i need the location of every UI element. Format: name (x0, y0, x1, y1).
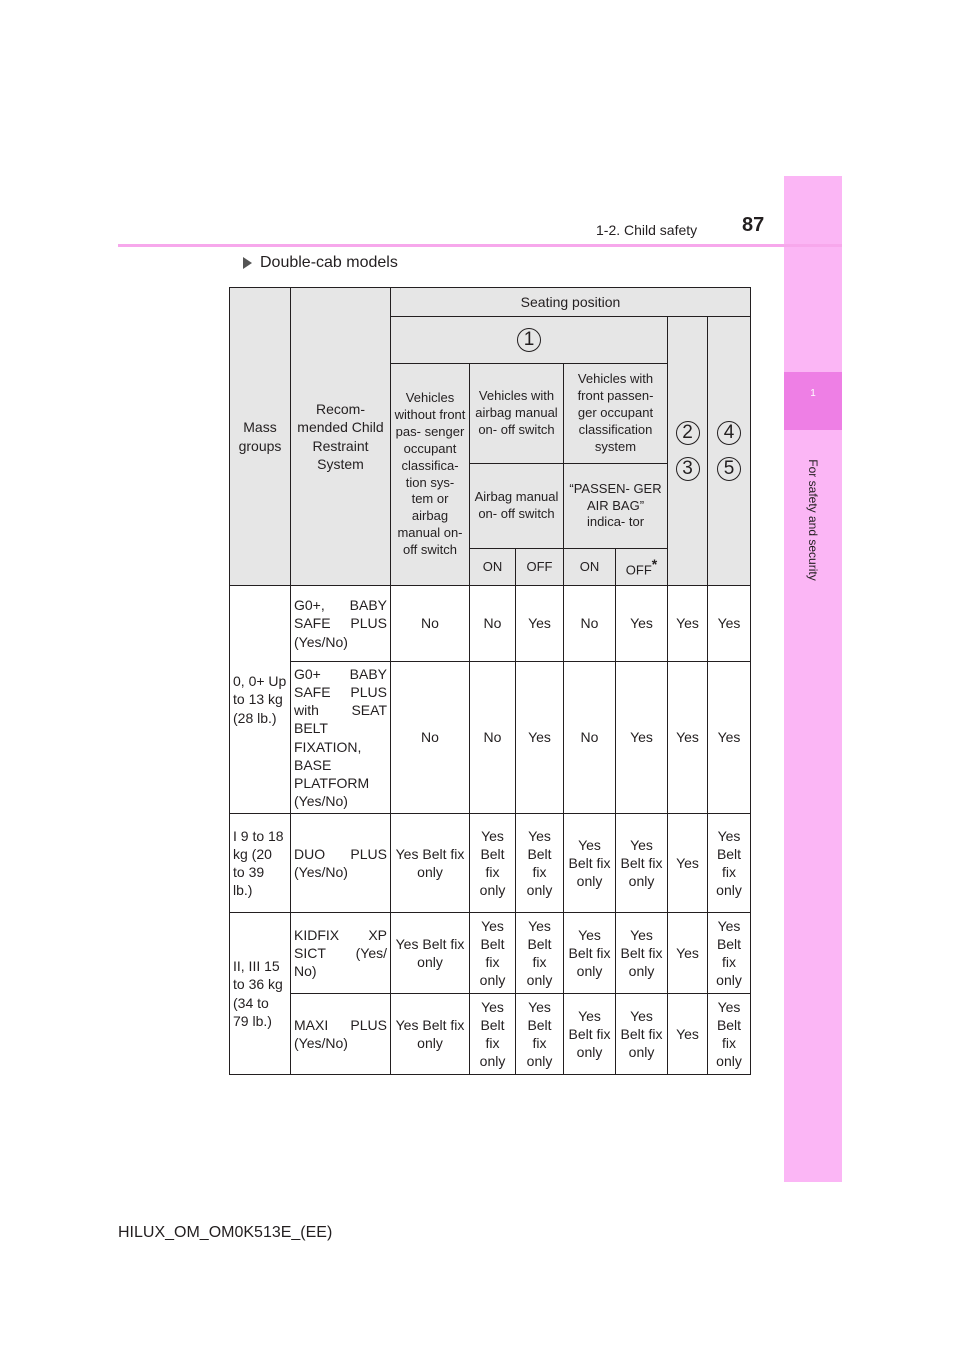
seat-4-marker: 4 (717, 421, 741, 445)
value-cell: No (391, 586, 470, 662)
state-off-asterisk (616, 549, 668, 586)
system-cell: G0+ BABY SAFE PLUS with SEAT BELT FIXATION, BASE PLATFORM (Yes/No) (291, 662, 391, 814)
state-off: OFF (516, 549, 564, 586)
value-cell: Yes Belt fix only (516, 994, 564, 1075)
value-cell: Yes (708, 586, 751, 662)
chapter-number: 1 (810, 388, 816, 399)
mass-group-cell: II, III 15 to 36 kg (34 to 79 lb.) (230, 913, 291, 1075)
value-cell: Yes Belt fix only (708, 994, 751, 1075)
value-cell: No (564, 662, 616, 814)
document-code: HILUX_OM_OM0K513E_(EE) (118, 1224, 333, 1241)
airbag-switch-header: Airbag manual on- off switch (470, 464, 564, 549)
front-without-system-header: Vehicles without front pas- senger occupant classifica- tion sys- tem or airbag manual on-off switch (391, 364, 470, 586)
value-cell: Yes (616, 586, 668, 662)
value-cell: Yes (668, 814, 708, 913)
system-cell: MAXI PLUS (Yes/No) (291, 994, 391, 1075)
table-row (230, 994, 751, 1075)
value-cell: Yes Belt fix only (616, 814, 668, 913)
col-header-mass: Mass groups (230, 288, 291, 586)
table-row (230, 586, 751, 662)
mass-group-cell: I 9 to 18 kg (20 to 39 lb.) (230, 814, 291, 913)
value-cell: Yes Belt fix only (708, 814, 751, 913)
value-cell: Yes Belt fix only (564, 913, 616, 994)
passenger-airbag-indicator-header: “PASSEN- GER AIR BAG” indica- tor (564, 464, 668, 549)
value-cell: No (470, 586, 516, 662)
triangle-bullet-icon (243, 257, 252, 269)
chapter-label: For safety and security (806, 459, 820, 581)
col-header-seating-position: Seating position (391, 288, 751, 317)
table-row (230, 662, 751, 814)
seat-2-marker: 2 (676, 421, 700, 445)
sub-heading (243, 254, 398, 272)
section-title: 1-2. Child safety (596, 222, 698, 238)
value-cell: Yes Belt fix only (564, 994, 616, 1075)
value-cell: Yes Belt fix only (470, 814, 516, 913)
value-cell: Yes (708, 662, 751, 814)
chapter-block (784, 372, 842, 430)
value-cell: Yes Belt fix only (391, 994, 470, 1075)
table-row (230, 814, 751, 913)
value-cell: Yes (668, 994, 708, 1075)
seat-3-marker: 3 (676, 457, 700, 481)
seat-4-5-header (708, 317, 751, 586)
col-header-system: Recom- mended Child Restraint System (291, 288, 391, 586)
value-cell: Yes (668, 586, 708, 662)
value-cell: Yes Belt fix only (470, 913, 516, 994)
value-cell: Yes Belt fix only (616, 994, 668, 1075)
value-cell: Yes (516, 662, 564, 814)
value-cell: Yes (668, 662, 708, 814)
table-row (230, 913, 751, 994)
state-off-label: OFF (625, 562, 652, 578)
value-cell: Yes Belt fix only (516, 814, 564, 913)
system-cell: G0+, BABY SAFE PLUS (Yes/No) (291, 586, 391, 662)
sub-heading-text: Double-cab models (260, 254, 398, 271)
front-with-occupant-system-header: Vehicles with front passen- ger occupant classification system (564, 364, 668, 464)
header-rule (118, 244, 842, 247)
system-cell: KIDFIX XP SICT (Yes/ No) (291, 913, 391, 994)
value-cell: Yes (668, 913, 708, 994)
page-number: 87 (742, 214, 765, 236)
value-cell: Yes Belt fix only (708, 913, 751, 994)
seat-1-header (391, 317, 668, 364)
value-cell: No (564, 586, 616, 662)
front-with-switch-header: Vehicles with airbag manual on- off switch (470, 364, 564, 464)
value-cell: Yes Belt fix only (616, 913, 668, 994)
mass-group-cell: 0, 0+ Up to 13 kg (28 lb.) (230, 586, 291, 814)
value-cell: Yes Belt fix only (564, 814, 616, 913)
value-cell: Yes Belt fix only (391, 814, 470, 913)
value-cell: Yes (516, 586, 564, 662)
value-cell: Yes (616, 662, 668, 814)
value-cell: No (391, 662, 470, 814)
seat-1-marker: 1 (517, 328, 541, 352)
child-restraint-table (229, 287, 751, 1075)
system-cell: DUO PLUS (Yes/No) (291, 814, 391, 913)
state-on: ON (470, 549, 516, 586)
state-on: ON (564, 549, 616, 586)
asterisk-mark: * (651, 555, 658, 572)
value-cell: Yes Belt fix only (470, 994, 516, 1075)
seat-5-marker: 5 (717, 457, 741, 481)
value-cell: No (470, 662, 516, 814)
value-cell: Yes Belt fix only (516, 913, 564, 994)
seat-2-3-header (668, 317, 708, 586)
side-tab (784, 176, 842, 1182)
value-cell: Yes Belt fix only (391, 913, 470, 994)
